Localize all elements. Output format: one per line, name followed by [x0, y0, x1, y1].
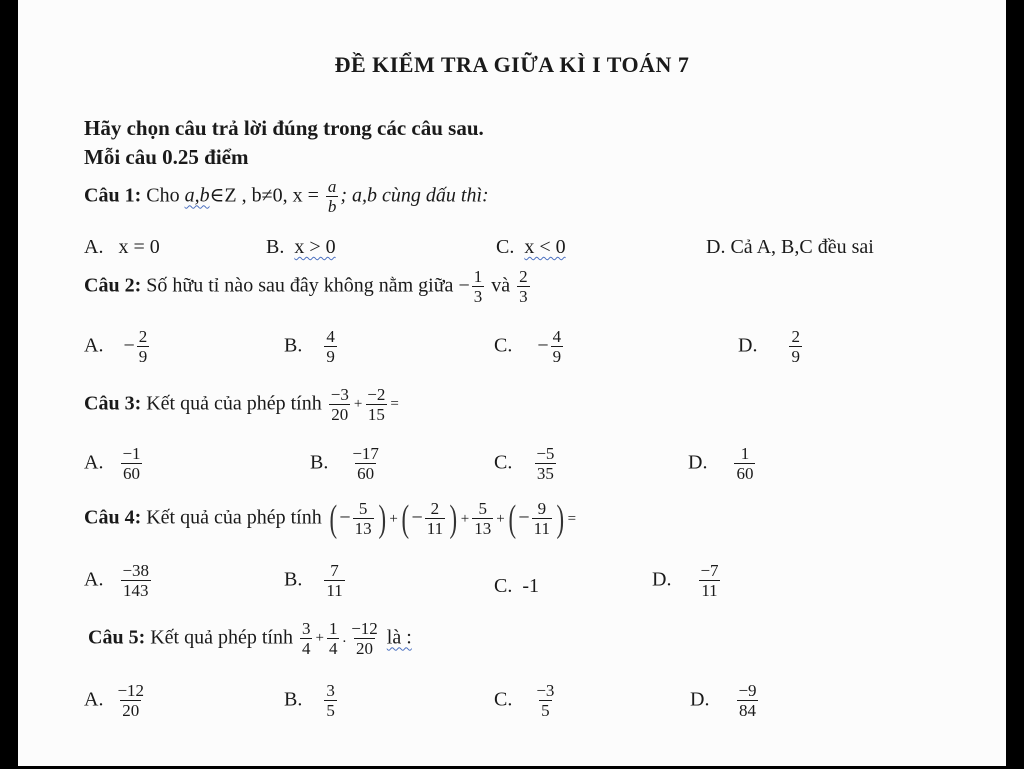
question-3: Câu 3: Kết quả của phép tính $\frac{-3}{20}$ + $\frac{-2}{15}$ =	[84, 385, 399, 424]
document-page	[18, 0, 1006, 766]
q2-option-d[interactable]: D. $\frac{2}{9}$	[738, 327, 800, 366]
q1-option-b[interactable]: B. x > 0	[266, 236, 336, 258]
question-5-label: Câu 5:	[88, 626, 146, 649]
q1-option-c[interactable]: C. x < 0	[496, 236, 566, 258]
q4-option-b[interactable]: B. $\frac{7}{11}$	[284, 561, 343, 600]
question-1-condition: b≠0, x =	[251, 184, 319, 207]
q2-option-b[interactable]: B. $\frac{4}{9}$	[284, 327, 335, 366]
question-3-label: Câu 3:	[84, 392, 142, 415]
question-2-fraction-2: $\frac{2}{3}$	[519, 267, 528, 306]
question-5-text: Kết quả phép tính	[150, 626, 293, 649]
q4-option-a[interactable]: A. $\frac{-38}{143}$	[84, 561, 150, 600]
q4-option-d[interactable]: D. $\frac{-7}{11}$	[652, 561, 719, 600]
instruction-line-1: Hãy chọn câu trả lời đúng trong các câu sau.	[84, 116, 484, 140]
q5-option-b[interactable]: B. $\frac{3}{5}$	[284, 681, 335, 720]
q3-option-d[interactable]: D. $\frac{1}{60}$	[688, 444, 754, 483]
question-2-label: Câu 2:	[84, 274, 142, 297]
question-1-vars: a,b	[184, 184, 210, 207]
instruction-line-2: Mỗi câu 0.25 điểm	[84, 145, 249, 169]
q5-option-d[interactable]: D. $\frac{-9}{84}$	[690, 681, 757, 720]
question-3-fraction-2: $\frac{-2}{15}$	[367, 385, 386, 424]
question-3-fraction-1: $\frac{-3}{20}$	[330, 385, 349, 424]
question-1	[84, 178, 489, 216]
question-1-text-b: ; a,b cùng dấu thì:	[340, 184, 489, 207]
question-4-label: Câu 4:	[84, 506, 142, 529]
q5-option-c[interactable]: C. $\frac{-3}{5}$	[494, 681, 555, 720]
q1-option-d[interactable]: D. Cả A, B,C đều sai	[706, 236, 874, 258]
question-1-label: Câu 1:	[84, 184, 142, 207]
question-4: Câu 4: Kết quả của phép tính ( − $\frac{5}{13}$ ) +( − $\frac{2}{11}$ ) + $\frac{5}{13}$ +( − $\frac{9}{11}$ ) =	[84, 498, 577, 540]
q4-option-c[interactable]: C. -1	[494, 575, 540, 597]
q3-option-a[interactable]: A. $\frac{-1}{60}$	[84, 444, 141, 483]
page-title: ĐỀ KIỂM TRA GIỮA KÌ I TOÁN 7	[334, 52, 690, 77]
q3-option-c[interactable]: C. $\frac{-5}{35}$	[494, 444, 555, 483]
question-2: Câu 2: Số hữu tỉ nào sau đây không nằm giữa − $\frac{1}{3}$ và $\frac{2}{3}$	[84, 267, 528, 306]
question-4-text: Kết quả của phép tính	[146, 506, 322, 529]
q5-option-a[interactable]: A. $\frac{-12}{20}$	[84, 681, 145, 720]
question-2-text: Số hữu tỉ nào sau đây không nằm giữa	[146, 274, 454, 297]
question-1-in-z: ∈Z ,	[209, 184, 247, 207]
q1-option-a[interactable]: A. x = 0	[84, 236, 160, 258]
question-3-text: Kết quả của phép tính	[146, 392, 322, 415]
q2-option-c[interactable]: C. − $\frac{4}{9}$	[494, 327, 562, 366]
q2-option-a[interactable]: A. − $\frac{2}{9}$	[84, 327, 148, 366]
question-1-fraction: $\frac{a}{b}$	[327, 177, 337, 216]
question-1-text-a: Cho	[146, 184, 180, 207]
q3-option-b[interactable]: B. $\frac{-17}{60}$	[310, 444, 379, 483]
question-2-fraction-1: $\frac{1}{3}$	[473, 267, 483, 306]
question-5: Câu 5: Kết quả phép tính $\frac{3}{4}$ + $\frac{1}{4}$ . $\frac{-12}{20}$ là :	[88, 619, 412, 658]
